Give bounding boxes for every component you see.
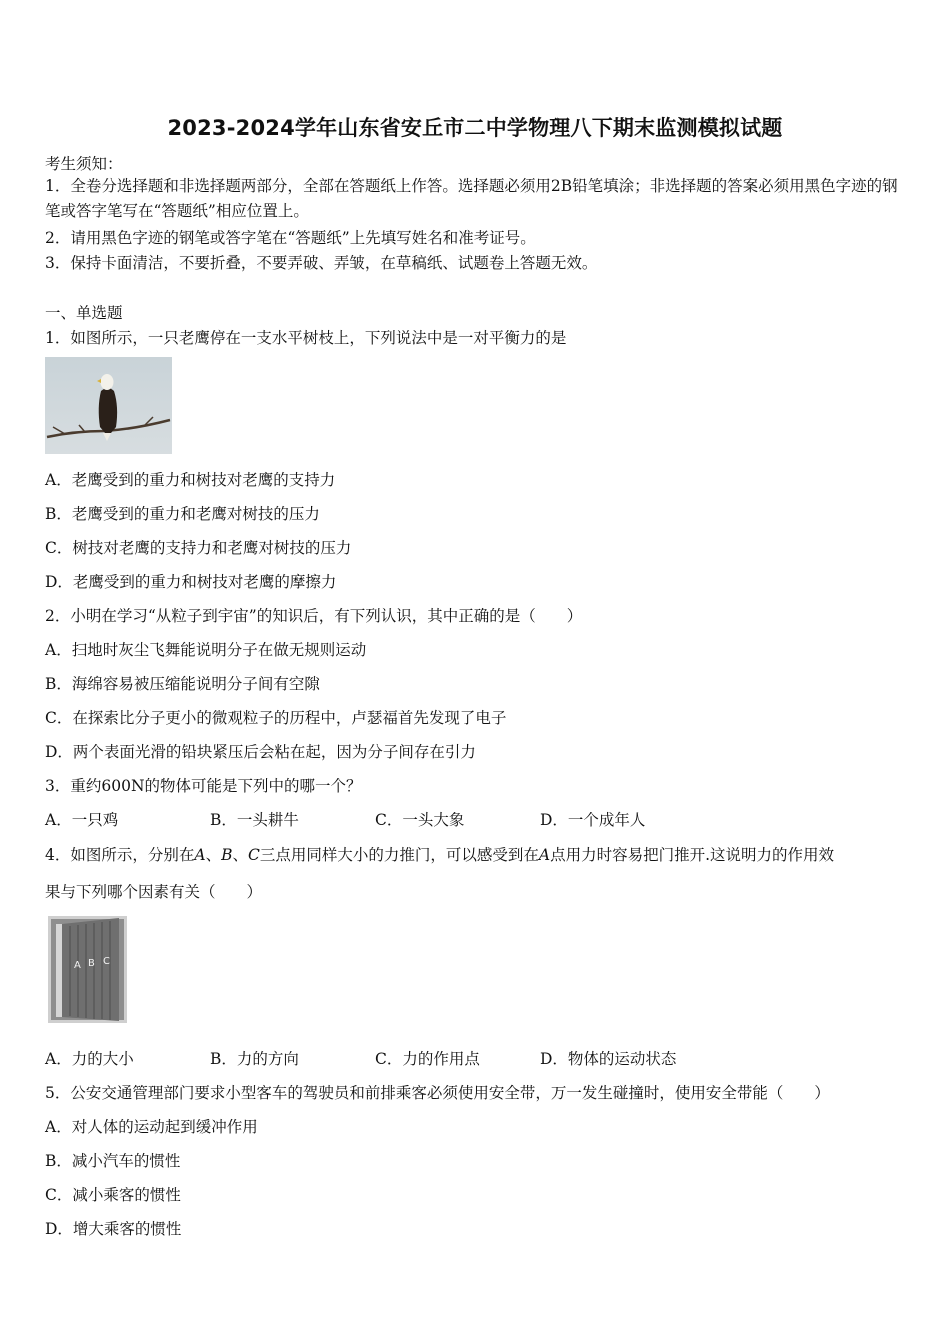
page-title: 2023-2024学年山东省安丘市二中学物理八下期末监测模拟试题 xyxy=(167,116,783,140)
question-5-option-b: B．减小汽车的惯性 xyxy=(45,1152,181,1170)
question-1-stem: 1．如图所示，一只老鹰停在一支水平树枝上，下列说法中是一对平衡力的是 xyxy=(45,329,567,347)
point-c-label: C xyxy=(248,846,260,864)
question-2-option-d: D．两个表面光滑的铅块紧压后会粘在起，因为分子间存在引力 xyxy=(45,743,476,761)
notice-heading: 考生须知： xyxy=(45,155,123,173)
question-2-option-a: A．扫地时灰尘飞舞能说明分子在做无规则运动 xyxy=(45,641,367,659)
question-5-option-c: C．减小乘客的惯性 xyxy=(45,1186,181,1204)
question-1-option-d: D．老鹰受到的重力和树技对老鹰的摩擦力 xyxy=(45,573,337,591)
door-letter-a: A xyxy=(74,960,81,971)
question-5-option-d: D．增大乘客的惯性 xyxy=(45,1220,182,1238)
section-heading: 一、单选题 xyxy=(45,304,123,322)
door-figure xyxy=(48,916,127,1023)
question-2-option-c: C．在探索比分子更小的微观粒子的历程中，卢瑟福首先发现了电子 xyxy=(45,709,507,727)
notice-item-2: 2．请用黑色字迹的钢笔或答字笔在“答题纸”上先填写姓名和准考证号。 xyxy=(45,229,536,247)
question-1-option-a: A．老鹰受到的重力和树技对老鹰的支持力 xyxy=(45,471,336,489)
question-4-option-c: C．力的作用点 xyxy=(375,1050,480,1068)
question-4-option-d: D．物体的运动状态 xyxy=(540,1050,677,1068)
question-1-option-b: B．老鹰受到的重力和老鹰对树技的压力 xyxy=(45,505,320,523)
question-2-option-b: B．海绵容易被压缩能说明分子间有空隙 xyxy=(45,675,320,693)
question-3-options xyxy=(45,808,705,830)
question-3-option-c: C．一头大象 xyxy=(375,811,465,829)
point-b-label: B xyxy=(221,846,233,864)
question-3-option-d: D．一个成年人 xyxy=(540,811,646,829)
question-4-stem-line-1: 4．如图所示，分别在A、B、C三点用同样大小的力推门，可以感受到在A点用力时容易把门推开.这说明力的作用效 xyxy=(45,846,835,864)
eagle-photo xyxy=(45,357,172,454)
question-5-option-a: A．对人体的运动起到缓冲作用 xyxy=(45,1118,258,1136)
question-2-stem: 2．小明在学习“从粒子到宇宙”的知识后，有下列认识，其中正确的是（ ） xyxy=(45,607,583,625)
question-4-option-b: B．力的方向 xyxy=(210,1050,299,1068)
question-3-option-b: B．一头耕牛 xyxy=(210,811,299,829)
notice-item-1: 1．全卷分选择题和非选择题两部分，全部在答题纸上作答。选择题必须用2B铅笔填涂；非选择题的答案必须用黑色字迹的钢笔或答字笔写在“答题纸”相应位置上。 xyxy=(45,177,898,220)
question-4-options xyxy=(45,1047,705,1069)
notice-item-3: 3．保持卡面清洁，不要折叠，不要弄破、弄皱，在草稿纸、试题卷上答题无效。 xyxy=(45,254,598,272)
question-5-stem: 5．公安交通管理部门要求小型客车的驾驶员和前排乘客必须使用安全带，万一发生碰撞时，使用安全带能（ ） xyxy=(45,1084,830,1102)
door-letter-b: B xyxy=(88,958,95,969)
point-a-label: A xyxy=(194,846,206,864)
question-1-option-c: C．树技对老鹰的支持力和老鹰对树技的压力 xyxy=(45,539,352,557)
question-4-stem-line-2: 果与下列哪个因素有关（ ） xyxy=(45,883,263,901)
question-3-stem: 3．重约600N的物体可能是下列中的哪一个？ xyxy=(45,777,362,795)
question-3-option-a: A．一只鸡 xyxy=(45,811,119,829)
question-4-option-a: A．力的大小 xyxy=(45,1050,134,1068)
door-letter-c: C xyxy=(103,956,110,967)
point-a-label-2: A xyxy=(538,846,551,864)
